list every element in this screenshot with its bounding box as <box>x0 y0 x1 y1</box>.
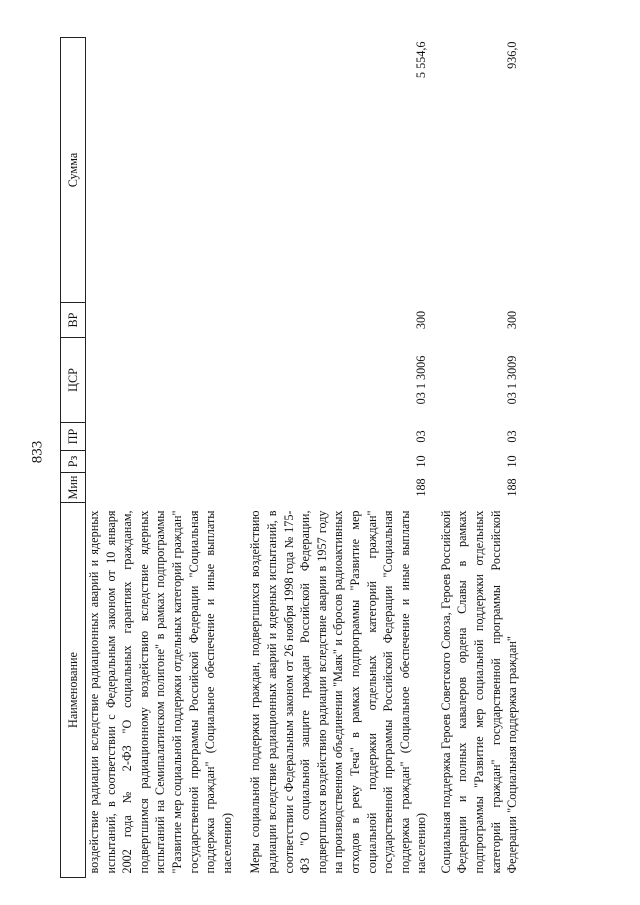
rotated-page-region <box>60 0 610 905</box>
table-header-row <box>61 38 86 878</box>
budget-table-sheet <box>60 38 610 878</box>
row-csr <box>86 338 248 423</box>
table-row <box>247 38 438 878</box>
table-row <box>438 38 529 878</box>
row-pr: 03 <box>505 430 520 443</box>
row-rz: 10 <box>414 455 429 468</box>
header-csr: ЦСР <box>61 338 86 423</box>
row-sum: 5 554,6 <box>414 41 429 79</box>
page-number: 833 <box>29 440 46 464</box>
header-min: Мин <box>61 473 86 503</box>
row-pr <box>86 423 248 451</box>
row-name: Меры социальной поддержки граждан, подвергшихся воздействию радиации вследствие радиационных аварий и ядерных испытаний, в соответствии с Федеральным законом от 26 ноября 1998 года № 175-ФЗ "О социальной защите граждан Российской Федерации, подвергшихся воздействию радиации вследствие аварии в 1957 году на производственном объединении "Маяк" и сбросов радиоактивных отходов в реку Теча" в рамках подпрограммы "Развитие мер социальной поддержки отдельных категорий граждан" государственной программы Российской Федерации "Социальная поддержка граждан" (Социальное обеспечение и иные выплаты населению) <box>248 510 429 874</box>
row-vr: 300 <box>414 310 429 330</box>
header-pr: ПР <box>61 423 86 451</box>
row-pr: 03 <box>414 430 429 443</box>
row-min <box>86 473 248 503</box>
row-sum: 936,0 <box>505 41 520 69</box>
row-csr: 03 1 3006 <box>414 355 429 405</box>
row-min: 188 <box>414 478 429 497</box>
row-sum <box>86 38 248 303</box>
header-sum: Сумма <box>61 38 86 303</box>
row-name: Социальная поддержка Героев Советского Союза, Героев Российской Федерации и полных кавалеров ордена Славы в рамках подпрограммы "Развитие мер социальной поддержки отдельных категорий граждан" государственной программы Российской Федерации "Социальная поддержка граждан" <box>438 510 520 874</box>
budget-table <box>60 37 529 878</box>
header-rz: Рз <box>61 451 86 473</box>
row-min: 188 <box>505 478 520 497</box>
table-row <box>86 38 248 878</box>
row-csr: 03 1 3009 <box>505 355 520 405</box>
row-rz <box>86 451 248 473</box>
header-vr: ВР <box>61 303 86 338</box>
row-vr <box>86 303 248 338</box>
row-vr: 300 <box>505 310 520 330</box>
row-rz: 10 <box>505 455 520 468</box>
row-name: воздействие радиации вследствие радиационных аварий и ядерных испытаний, в соответствии с Федеральным законом от 10 января 2002 года № 2-ФЗ "О социальных гарантиях гражданам, подвергшимся радиационному воздействию вследствие ядерных испытаний на Семипалатинском полигоне" в рамках подпрограммы "Развитие мер социальной поддержки отдельных категорий граждан" государственной программы Российской Федерации "Социальная поддержка граждан" (Социальное обеспечение и иные выплаты населению) <box>87 510 234 874</box>
header-name: Наименование <box>61 503 86 878</box>
